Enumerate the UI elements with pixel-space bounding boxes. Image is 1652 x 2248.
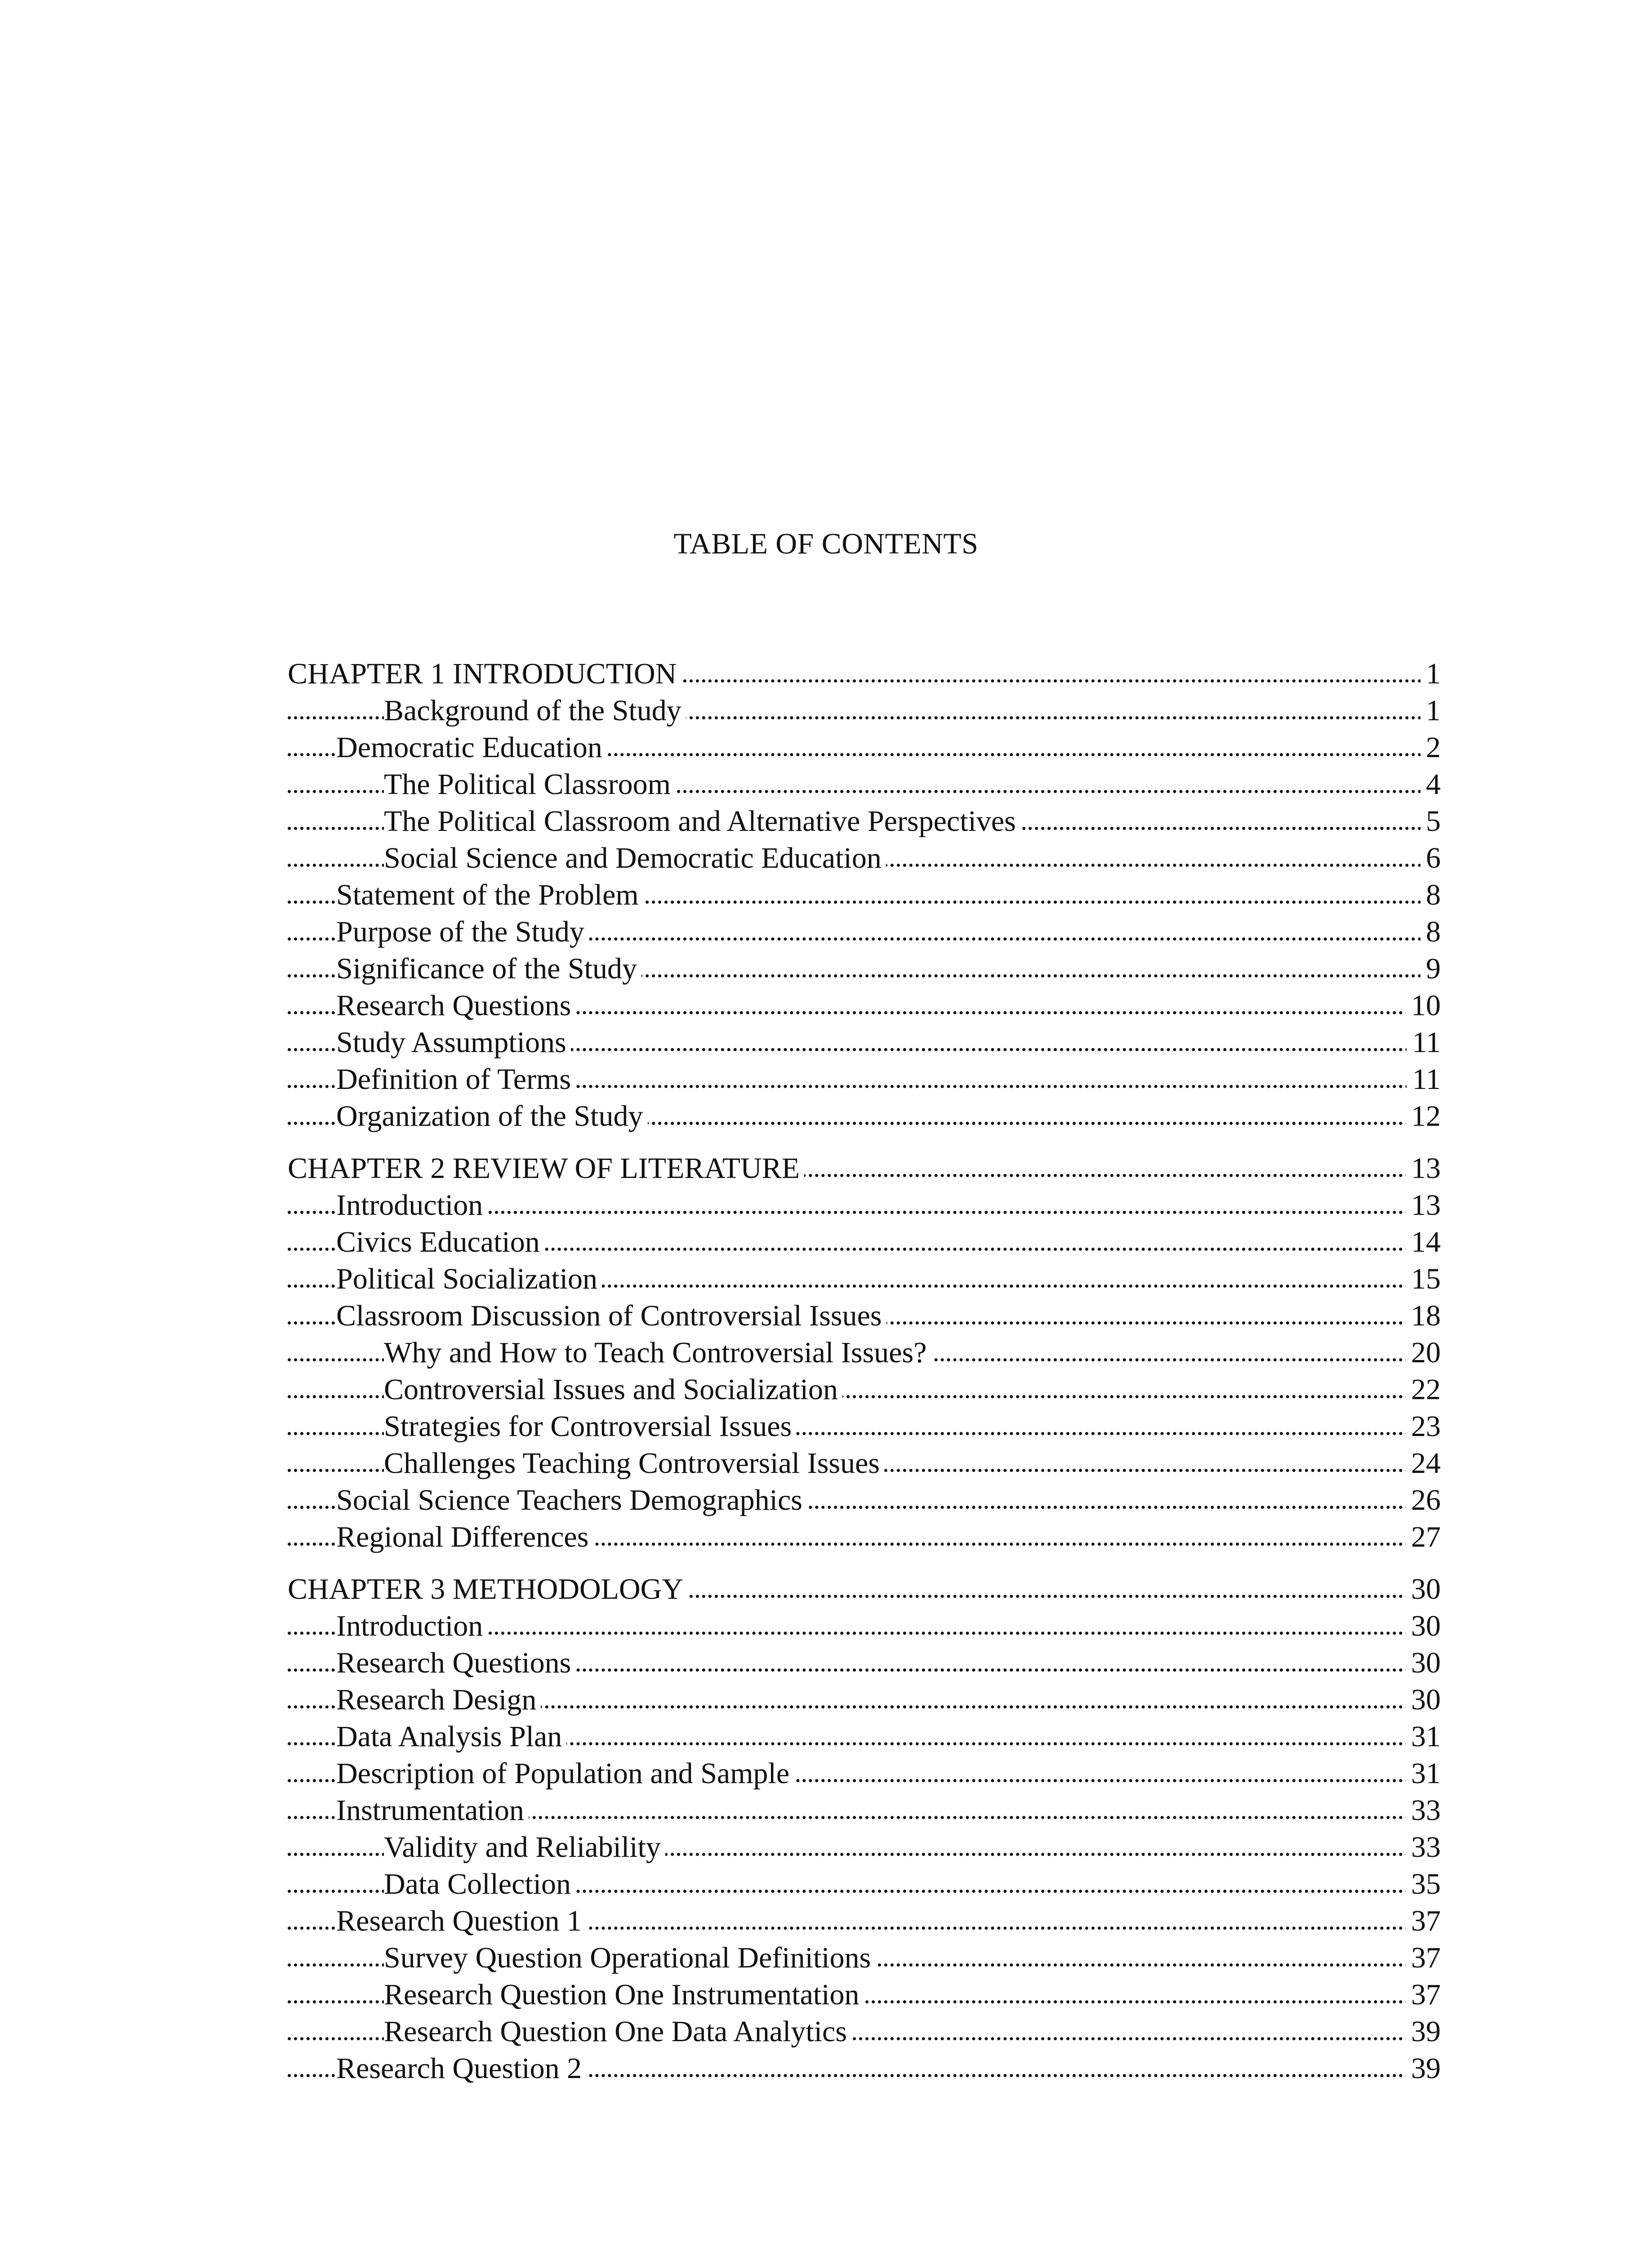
toc-page-number: 1	[1420, 656, 1441, 692]
toc-entry[interactable]	[288, 1903, 1441, 1940]
toc-page-number: 20	[1406, 1334, 1441, 1371]
toc-page-number: 30	[1406, 1608, 1441, 1645]
toc-chapter-entry[interactable]	[288, 656, 1441, 692]
toc-page-number: 12	[1406, 1098, 1441, 1135]
toc-chapter-entry[interactable]	[288, 1150, 1441, 1187]
toc-page-number: 30	[1406, 1571, 1441, 1608]
toc-entry-label: Regional Differences	[336, 1521, 593, 1553]
toc-entry-label: Democratic Education	[336, 731, 607, 764]
toc-entry-label: Research Question 1	[336, 1905, 586, 1937]
toc-page-number: 6	[1420, 840, 1441, 877]
toc-entry-label: Political Socialization	[336, 1262, 602, 1295]
toc-entry-label: Strategies for Controversial Issues	[384, 1410, 796, 1443]
toc-entry[interactable]	[288, 1224, 1441, 1261]
toc-title: TABLE OF CONTENTS	[673, 527, 979, 560]
toc-entry-label: Introduction	[336, 1189, 487, 1222]
toc-page-number: 37	[1406, 1976, 1441, 2013]
toc-entry-label: Definition of Terms	[336, 1063, 575, 1096]
toc-page-number: 13	[1406, 1150, 1441, 1187]
toc-page-number: 2	[1420, 729, 1441, 766]
toc-entry-label: Organization of the Study	[336, 1100, 648, 1133]
toc-entry[interactable]	[288, 1792, 1441, 1829]
toc-entry[interactable]	[288, 766, 1441, 803]
toc-entry[interactable]	[288, 1645, 1441, 1682]
toc-page-number: 23	[1406, 1408, 1441, 1445]
toc-page-number: 22	[1406, 1371, 1441, 1408]
toc-page-number: 13	[1406, 1187, 1441, 1224]
toc-entry[interactable]	[288, 950, 1441, 987]
toc-entry-label: The Political Classroom	[384, 768, 675, 801]
toc-entry[interactable]	[288, 1334, 1441, 1371]
toc-page-number: 31	[1406, 1718, 1441, 1755]
toc-page-number: 24	[1406, 1445, 1441, 1482]
toc-page-number: 33	[1406, 1792, 1441, 1829]
toc-entry-label: Research Question One Instrumentation	[384, 1978, 864, 2011]
toc-page-number: 37	[1406, 1940, 1441, 1976]
toc-page-number: 4	[1420, 766, 1441, 803]
toc-entry-label: Description of Population and Sample	[336, 1757, 794, 1790]
toc-entry-label: Civics Education	[336, 1226, 544, 1258]
toc-entry[interactable]	[288, 1024, 1441, 1061]
toc-entry-label: Why and How to Teach Controversial Issues?	[384, 1336, 931, 1369]
toc-entry-label: Research Design	[336, 1683, 541, 1716]
toc-entry-label: Social Science Teachers Demographics	[336, 1484, 807, 1517]
toc-page-number: 11	[1407, 1024, 1441, 1061]
toc-entry-label: Social Science and Democratic Education	[384, 842, 886, 874]
toc-entry-label: Background of the Study	[384, 694, 686, 727]
toc-entry-label: Survey Question Operational Definitions	[384, 1941, 875, 1974]
toc-entry-label: Data Analysis Plan	[336, 1720, 566, 1753]
toc-entry[interactable]	[288, 1866, 1441, 1903]
toc-entry-label: Instrumentation	[336, 1794, 529, 1827]
toc-entry[interactable]	[288, 1718, 1441, 1755]
toc-entry-label: Research Question 2	[336, 2052, 586, 2085]
toc-entry-label: Study Assumptions	[336, 1026, 571, 1059]
toc-entry-label: Data Collection	[384, 1868, 575, 1900]
toc-entry[interactable]	[288, 1608, 1441, 1645]
toc-entry[interactable]	[288, 1682, 1441, 1718]
toc-entry[interactable]	[288, 914, 1441, 950]
toc-entry-label: The Political Classroom and Alternative Perspectives	[384, 805, 1020, 838]
toc-entry-label: Introduction	[336, 1610, 487, 1642]
toc-entry[interactable]	[288, 1482, 1441, 1519]
toc-entry[interactable]	[288, 1298, 1441, 1334]
toc-entry[interactable]	[288, 1755, 1441, 1792]
toc-page-number: 15	[1406, 1261, 1441, 1298]
toc-page-number: 11	[1407, 1061, 1441, 1098]
toc-entry-label: Significance of the Study	[336, 952, 641, 985]
toc-entry-label: Classroom Discussion of Controversial Issues	[336, 1299, 886, 1332]
toc-page-number: 35	[1406, 1866, 1441, 1903]
toc-entry-label: Challenges Teaching Controversial Issues	[384, 1447, 884, 1480]
toc-entry[interactable]	[288, 1371, 1441, 1408]
toc-page-number: 8	[1420, 877, 1441, 914]
toc-page-number: 30	[1406, 1645, 1441, 1682]
toc-page-number: 10	[1406, 987, 1441, 1024]
toc-page-number: 37	[1406, 1903, 1441, 1940]
toc-entry-label: Statement of the Problem	[336, 879, 643, 911]
toc-page-number: 27	[1406, 1519, 1441, 1556]
toc-page-number: 33	[1406, 1829, 1441, 1866]
toc-page-number: 18	[1406, 1298, 1441, 1334]
toc-entry[interactable]	[288, 2050, 1441, 2087]
toc-entry-label: CHAPTER 3 METHODOLOGY	[288, 1573, 688, 1606]
toc-entry[interactable]	[288, 1061, 1441, 1098]
toc-entry[interactable]	[288, 1940, 1441, 1976]
toc-entry[interactable]	[288, 729, 1441, 766]
toc-page-number: 26	[1406, 1482, 1441, 1519]
toc-entry[interactable]	[288, 840, 1441, 877]
toc-page-number: 31	[1406, 1755, 1441, 1792]
toc-entry[interactable]	[288, 1187, 1441, 1224]
toc-entry[interactable]	[288, 1829, 1441, 1866]
toc-entry-label: Purpose of the Study	[336, 915, 589, 948]
toc-entry[interactable]	[288, 1519, 1441, 1556]
toc-entry[interactable]	[288, 2013, 1441, 2050]
toc-list	[288, 656, 1441, 2087]
toc-entry[interactable]	[288, 877, 1441, 914]
toc-entry-label: Validity and Reliability	[384, 1831, 665, 1864]
toc-entry-label: Research Questions	[336, 1646, 575, 1679]
toc-entry[interactable]	[288, 1976, 1441, 2013]
toc-entry[interactable]	[288, 1098, 1441, 1135]
toc-entry-label: CHAPTER 1 INTRODUCTION	[288, 657, 681, 690]
toc-entry[interactable]	[288, 692, 1441, 729]
toc-page-number: 14	[1406, 1224, 1441, 1261]
toc-page-number: 5	[1420, 803, 1441, 840]
toc-page-number: 8	[1420, 914, 1441, 950]
toc-entry[interactable]	[288, 803, 1441, 840]
toc-entry-label: Research Questions	[336, 989, 575, 1022]
toc-chapter-entry[interactable]	[288, 1571, 1441, 1608]
toc-page-number: 39	[1406, 2050, 1441, 2087]
toc-entry-label: Controversial Issues and Socialization	[384, 1373, 842, 1406]
toc-entry-label: Research Question One Data Analytics	[384, 2015, 851, 2048]
toc-page-number: 30	[1406, 1682, 1441, 1718]
toc-entry[interactable]	[288, 1445, 1441, 1482]
toc-entry[interactable]	[288, 1408, 1441, 1445]
toc-page-number: 1	[1420, 692, 1441, 729]
toc-page-number: 39	[1406, 2013, 1441, 2050]
toc-entry-label: CHAPTER 2 REVIEW OF LITERATURE	[288, 1152, 804, 1185]
toc-entry[interactable]	[288, 1261, 1441, 1298]
toc-entry[interactable]	[288, 987, 1441, 1024]
toc-page-number: 9	[1420, 950, 1441, 987]
